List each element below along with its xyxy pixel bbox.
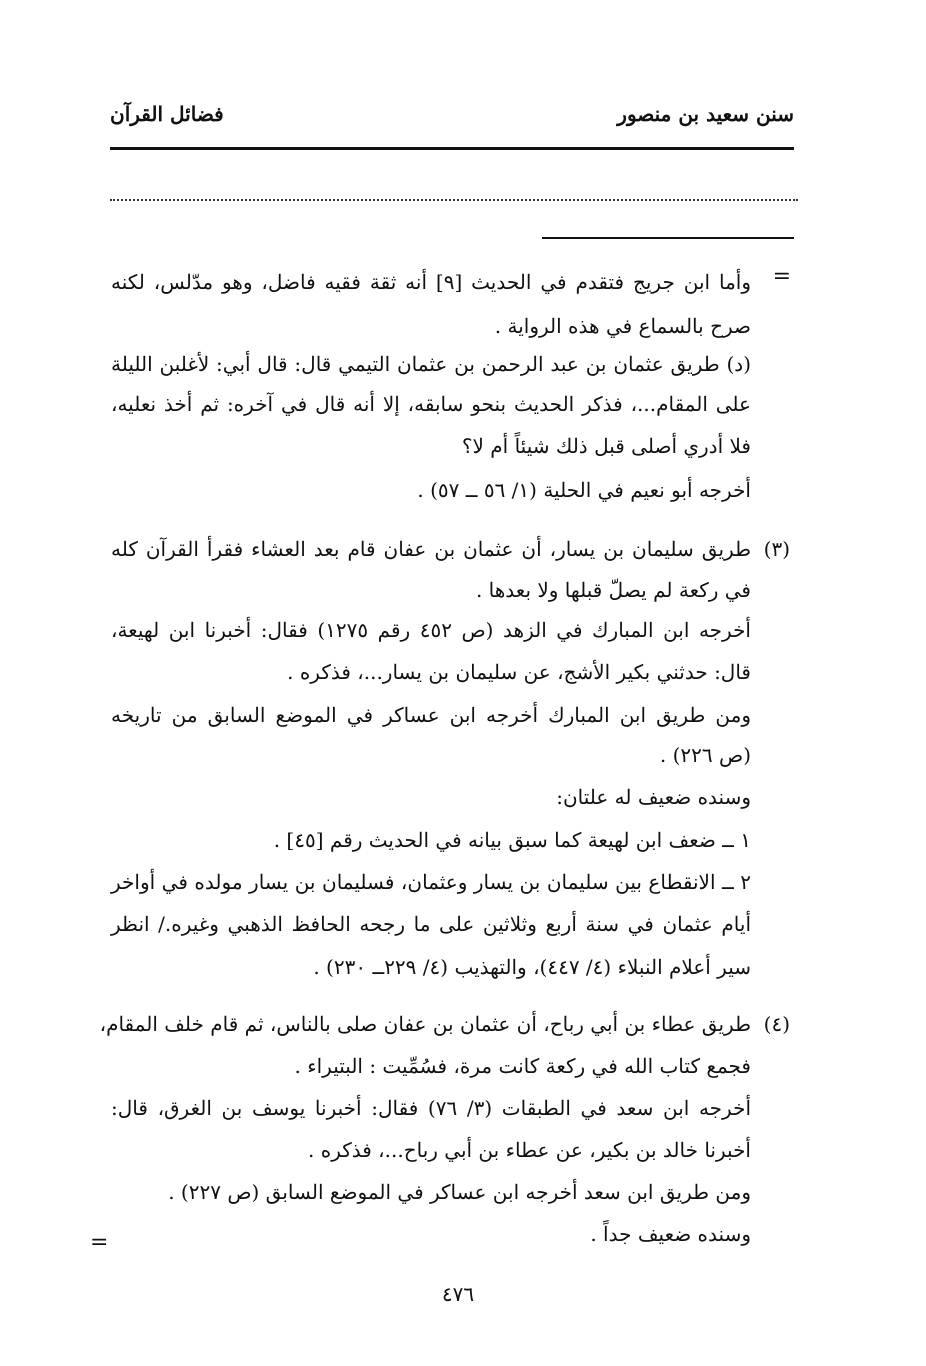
footnote-line: طريق عطاء بن أبي رباح، أن عثمان بن عفان صلى بالناس، ثم قام خلف المقام،	[99, 1012, 751, 1036]
footnote-line: وأما ابن جريج فتقدم في الحديث [٩] أنه ثقة فقيه فاضل، وهو مدّلس، لكنه	[111, 270, 752, 294]
footnote-line: ومن طريق ابن المبارك أخرجه ابن عساكر في الموضع السابق من تاريخه	[111, 703, 751, 727]
footnote-line: أيام عثمان في سنة أربع وثلاثين على ما رجحه الحافظ الذهبي وغيره./ انظر	[111, 912, 751, 936]
footnote-line: على المقام...، فذكر الحديث بنحو سابقه، إلا أنه قال في آخره: ثم أخذ نعليه،	[111, 392, 751, 416]
book-title: سنن سعيد بن منصور	[617, 102, 794, 126]
dotted-separator	[110, 199, 798, 201]
footnote-line: (ص ٢٢٦) .	[659, 743, 751, 767]
footnote-line: أخرجه ابن سعد في الطبقات (٣/ ٧٦) فقال: أخبرنا يوسف بن الغرق، قال:	[111, 1096, 751, 1120]
footnote-line: صرح بالسماع في هذه الرواية .	[494, 314, 751, 338]
footnote-line: سير أعلام النبلاء (٤/ ٤٤٧)، والتهذيب (٤/ ٢٢٩ــ ٢٣٠) .	[313, 955, 751, 979]
footnote-separator-rule	[542, 237, 794, 239]
section-title: فضائل القرآن	[110, 102, 224, 126]
footnote-line: (د) طريق عثمان بن عبد الرحمن بن عثمان التيمي قال: قال أبي: لأغلبن الليلة	[111, 352, 751, 376]
footnote-line: أخرجه ابن المبارك في الزهد (ص ٤٥٢ رقم ١٢٧٥) فقال: أخبرنا ابن لهيعة،	[111, 618, 751, 642]
page-number: ٤٧٦	[441, 1282, 475, 1306]
footnote-line: في ركعة لم يصلّ قبلها ولا بعدها .	[475, 578, 751, 602]
footnote-line: ٢ ــ الانقطاع بين سليمان بن يسار وعثمان، فسليمان بن يسار مولده في أواخر	[111, 870, 751, 894]
continuation-marker-bottom: =	[90, 1230, 109, 1255]
footnote-number-4: (٤)	[763, 1012, 790, 1036]
footnote-line: طريق سليمان بن يسار، أن عثمان بن عفان قام بعد العشاء فقرأ القرآن كله	[111, 537, 751, 561]
continuation-marker-top: =	[772, 264, 791, 289]
footnote-line: وسنده ضعيف له علتان:	[556, 785, 751, 809]
header-rule	[110, 147, 794, 150]
running-header	[110, 98, 794, 138]
footnote-line: ١ ــ ضعف ابن لهيعة كما سبق بيانه في الحديث رقم [٤٥] .	[273, 828, 751, 852]
footnote-line: فجمع كتاب الله في ركعة كانت مرة، فسُمِّيت : البتيراء .	[294, 1054, 751, 1078]
footnote-line: وسنده ضعيف جداً .	[590, 1222, 751, 1246]
footnote-line: أخرجه أبو نعيم في الحلية (١/ ٥٦ ــ ٥٧) .	[417, 478, 751, 502]
footnote-line: قال: حدثني بكير الأشج، عن سليمان بن يسار...، فذكره .	[287, 660, 751, 684]
footnote-line: أخبرنا خالد بن بكير، عن عطاء بن أبي رباح...، فذكره .	[308, 1138, 751, 1162]
footnote-number-3: (٣)	[763, 537, 790, 561]
footnote-line: ومن طريق ابن سعد أخرجه ابن عساكر في الموضع السابق (ص ٢٢٧) .	[168, 1180, 751, 1204]
footnote-line: فلا أدري أصلى قبل ذلك شيئاً أم لا؟	[461, 434, 751, 458]
